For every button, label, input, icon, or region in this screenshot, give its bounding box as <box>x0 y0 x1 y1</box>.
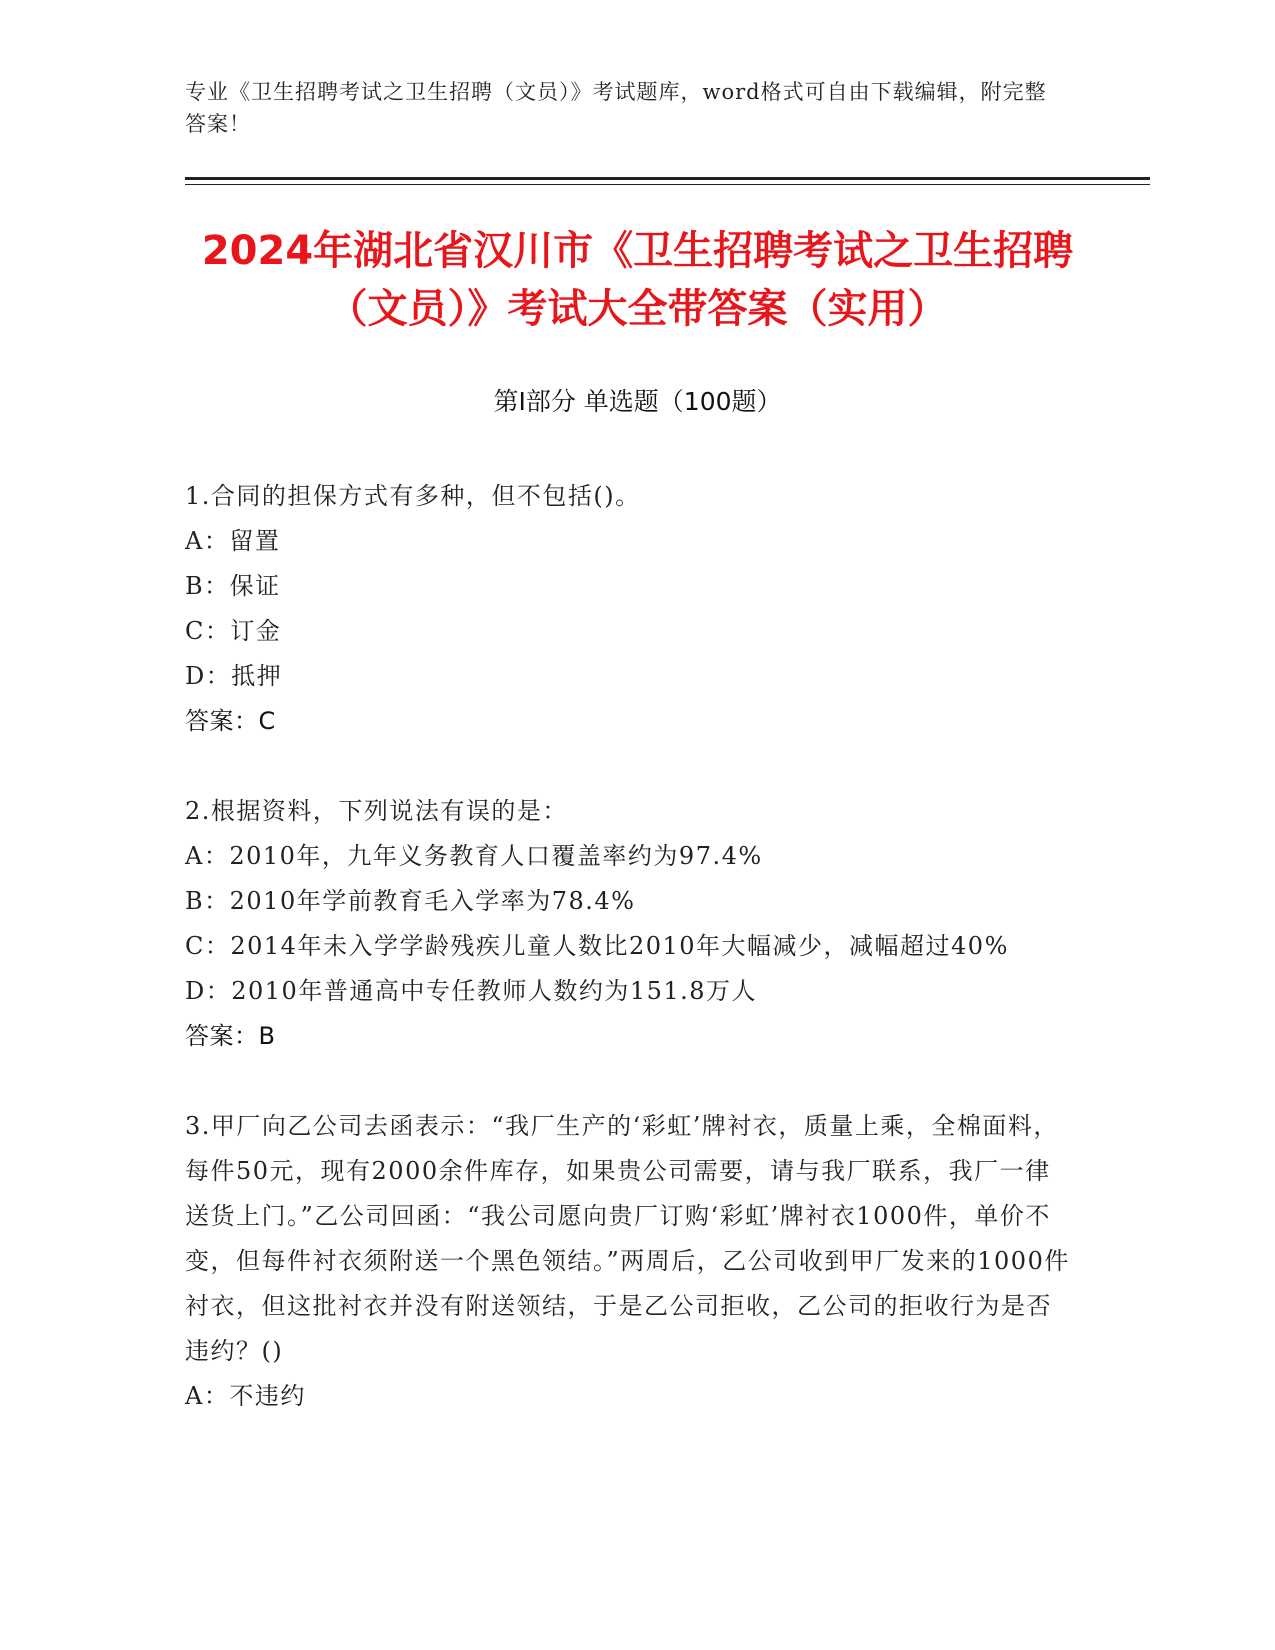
question-1 <box>185 474 1070 744</box>
option-value: 2010年普通高中专任教师人数约为151.8万人 <box>231 977 758 1005</box>
option-value: 抵押 <box>231 662 283 690</box>
option-value: 2014年未入学学龄残疾儿童人数比2010年大幅减少，减幅超过40% <box>230 932 1009 960</box>
option-key: A： <box>185 527 230 555</box>
option-value: 订金 <box>230 617 282 645</box>
option-value: 留置 <box>229 527 281 555</box>
question-list <box>185 474 1070 1419</box>
question-text: 3.甲厂向乙公司去函表示：“我厂生产的‘彩虹’牌衬衣，质量上乘，全棉面料，每件50元，现有2000余件库存，如果贵公司需要，请与我厂联系，我厂一律送货上门。”乙公司回函：“我公司愿向贵厂订购‘彩虹’牌衬衣1000件，单价不变，但每件衬衣须附送一个黑色领结。”两周后，乙公司收到甲厂发来的1000件衬衣，但这批衬衣并没有附送领结，于是乙公司拒收，乙公司的拒收行为是否违约？() <box>185 1112 1070 1365</box>
option-c <box>185 924 1070 969</box>
option-a <box>185 519 1070 564</box>
answer: 答案：B <box>185 1022 276 1050</box>
question-text: 1.合同的担保方式有多种，但不包括()。 <box>185 482 641 510</box>
question-3 <box>185 1104 1070 1419</box>
header-rule-thin <box>185 184 1150 185</box>
option-c <box>185 609 1070 654</box>
option-value: 保证 <box>229 572 281 600</box>
document-title: 2024年湖北省汉川市《卫生招聘考试之卫生招聘（文员）》考试大全带答案（实用） <box>201 228 1074 332</box>
option-a <box>185 834 1070 879</box>
header-rule-thick <box>185 177 1150 180</box>
answer: 答案：C <box>185 707 276 735</box>
option-a <box>185 1374 1070 1419</box>
option-key: B： <box>185 572 230 600</box>
option-b <box>185 879 1070 924</box>
option-value: 2010年学前教育毛入学率为78.4% <box>229 887 636 915</box>
question-spacer <box>185 1059 1070 1104</box>
option-b <box>185 564 1070 609</box>
question-2 <box>185 789 1070 1059</box>
option-key: A： <box>185 1382 230 1410</box>
option-key: D： <box>185 662 232 690</box>
option-d <box>185 654 1070 699</box>
option-value: 不违约 <box>229 1382 306 1410</box>
question-spacer <box>185 744 1070 789</box>
header-note: 专业《卫生招聘考试之卫生招聘（文员）》考试题库，word格式可自由下载编辑，附完整答案！ <box>185 80 1047 136</box>
option-key: A： <box>185 842 230 870</box>
option-key: C： <box>185 617 231 645</box>
section-title: 第Ⅰ部分 单选题（100题） <box>493 387 782 416</box>
option-key: D： <box>185 977 232 1005</box>
option-key: B： <box>185 887 230 915</box>
option-d <box>185 969 1070 1014</box>
option-value: 2010年，九年义务教育人口覆盖率约为97.4% <box>229 842 763 870</box>
option-key: C： <box>185 932 231 960</box>
question-text: 2.根据资料，下列说法有误的是： <box>185 797 568 825</box>
